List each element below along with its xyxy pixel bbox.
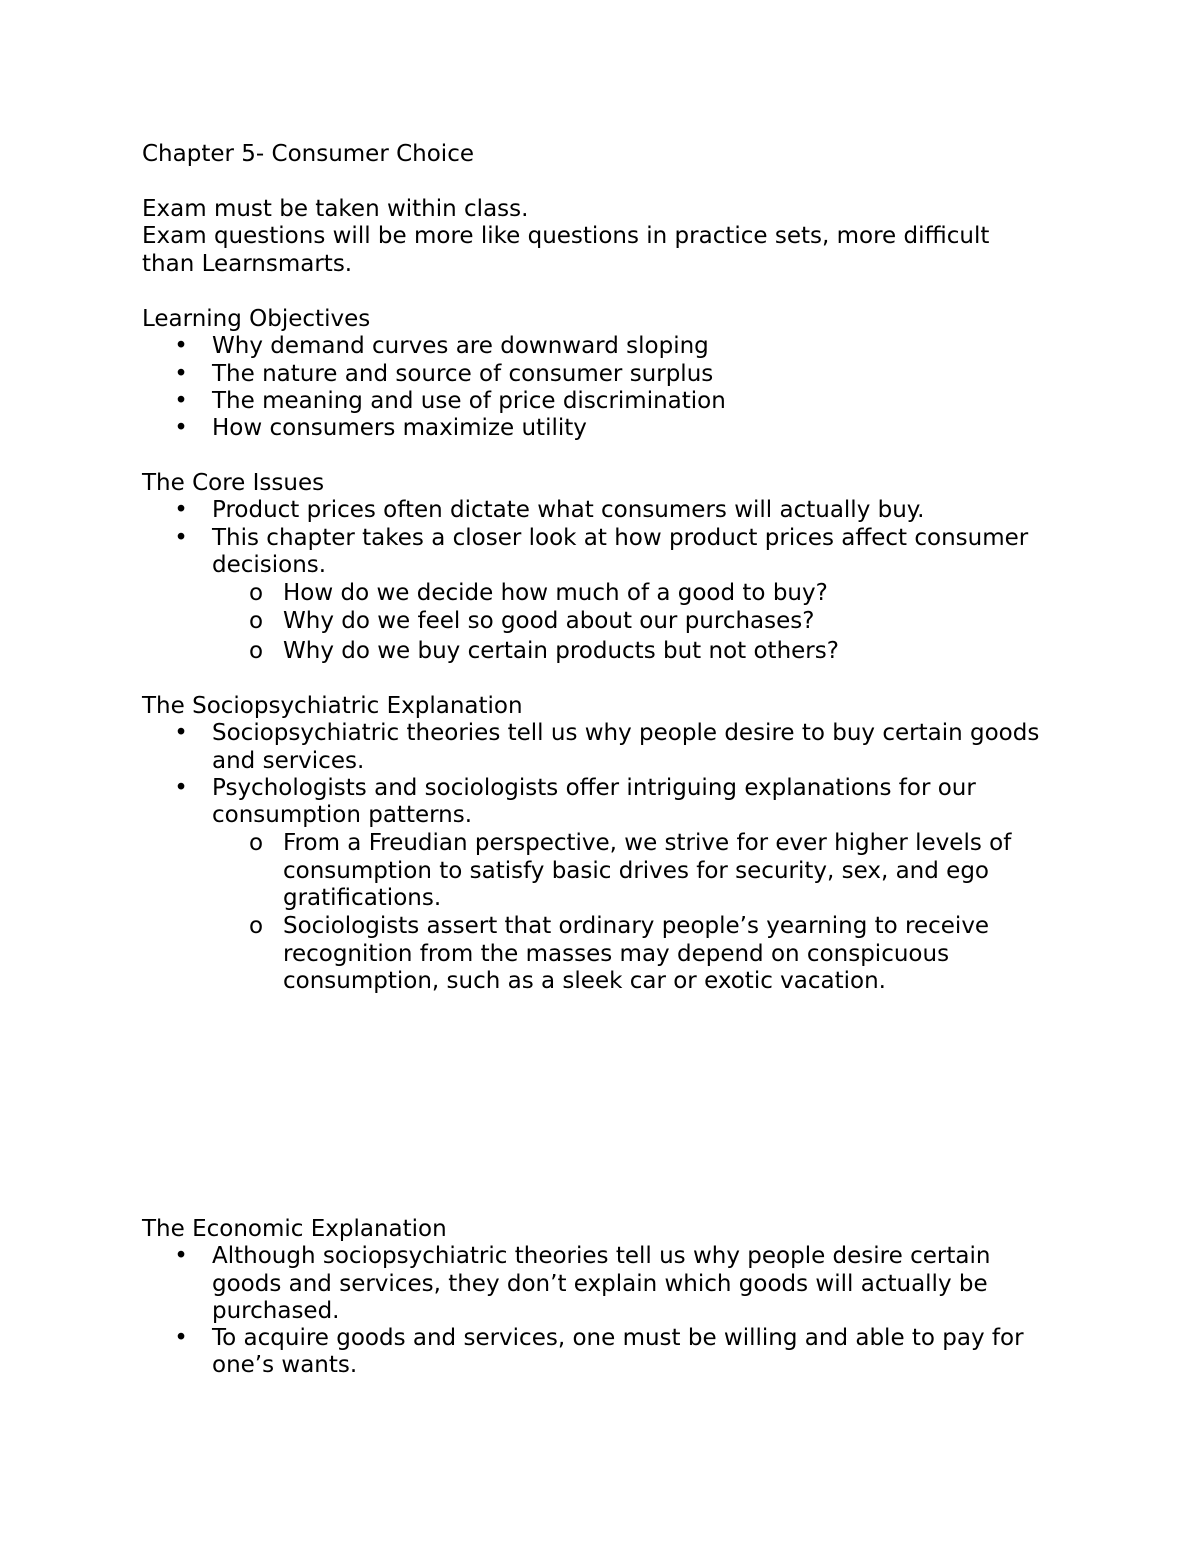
list-item-text: Although sociopsychiatric theories tell us why people desire certain goods and services, they don’t explain which goods will actually be purchased.	[212, 1243, 991, 1324]
section-learning-objectives	[142, 306, 1082, 442]
circle-bullet-icon: o	[248, 830, 264, 857]
list-item-text: The meaning and use of price discrimination	[212, 387, 726, 414]
bullet-icon: •	[174, 333, 188, 360]
list-item-text: To acquire goods and services, one must be willing and able to pay for one’s wants.	[212, 1325, 1024, 1379]
bullet-icon: •	[174, 1243, 188, 1270]
list-item-text: Why demand curves are downward sloping	[212, 333, 709, 360]
circle-bullet-icon: o	[248, 580, 264, 607]
sub-list-item-text: Why do we buy certain products but not others?	[283, 637, 839, 664]
bullet-icon: •	[174, 415, 188, 442]
circle-bullet-icon: o	[248, 608, 264, 635]
section-heading: Learning Objectives	[142, 306, 371, 332]
list-item-text: This chapter takes a closer look at how product prices affect consumer decisions.	[212, 524, 1029, 578]
list-item-text: Product prices often dictate what consumers will actually buy.	[212, 497, 925, 524]
list-item	[142, 388, 1082, 415]
list-item	[142, 525, 1052, 580]
exam-note: Exam questions will be more like questions in practice sets, more difficult than Learnsmarts.	[142, 223, 990, 277]
bullet-icon: •	[174, 387, 188, 414]
list-item-text: How consumers maximize utility	[212, 415, 587, 442]
sub-list-item	[142, 830, 1048, 912]
sub-list-item	[142, 608, 1082, 635]
sub-list-item-text: Why do we feel so good about our purchases?	[283, 608, 815, 635]
list-item	[142, 415, 1082, 442]
sub-list-item-text: How do we decide how much of a good to buy?	[283, 580, 828, 607]
bullet-icon: •	[174, 497, 188, 524]
list-item-text: The nature and source of consumer surplus	[212, 360, 714, 387]
list-item	[142, 775, 1002, 830]
list-item	[142, 497, 1082, 524]
sub-list-item	[142, 580, 1082, 607]
circle-bullet-icon: o	[248, 913, 264, 940]
section-heading: The Sociopsychiatric Explanation	[142, 693, 523, 719]
document-title-block	[142, 141, 1082, 168]
section-core-issues	[142, 470, 1082, 665]
list-item-text: Psychologists and sociologists offer intriguing explanations for our consumption patterns.	[212, 774, 976, 829]
section-heading: The Economic Explanation	[142, 1216, 447, 1242]
list-item-text: Sociopsychiatric theories tell us why people desire to buy certain goods and services.	[212, 720, 1040, 774]
sub-list-item-text: Sociologists assert that ordinary people’s yearning to receive recognition from the masses may depend on conspicuous consumption, such as a sleek car or exotic vacation.	[283, 913, 990, 994]
circle-bullet-icon: o	[248, 637, 264, 664]
bullet-icon: •	[174, 524, 188, 551]
list-item	[142, 720, 1072, 775]
section-heading: The Core Issues	[142, 470, 325, 496]
document-title: Chapter 5- Consumer Choice	[142, 141, 474, 167]
sub-list-item	[142, 913, 1013, 995]
list-item	[142, 1243, 1012, 1325]
exam-notes	[142, 196, 1082, 278]
sub-list-item	[142, 638, 1082, 665]
bullet-icon: •	[174, 774, 188, 801]
list-item	[142, 333, 1082, 360]
exam-note: Exam must be taken within class.	[142, 196, 529, 222]
section-economic-explanation	[142, 1216, 1082, 1380]
sub-list-item-text: From a Freudian perspective, we strive for ever higher levels of consumption to satisfy basic drives for security, sex, and ego gratifications.	[283, 830, 1012, 912]
bullet-icon: •	[174, 1325, 188, 1352]
list-item	[142, 1325, 1052, 1380]
list-item	[142, 361, 1082, 388]
section-sociopsychiatric-explanation	[142, 693, 1082, 995]
bullet-icon: •	[174, 360, 188, 387]
bullet-icon: •	[174, 720, 188, 747]
